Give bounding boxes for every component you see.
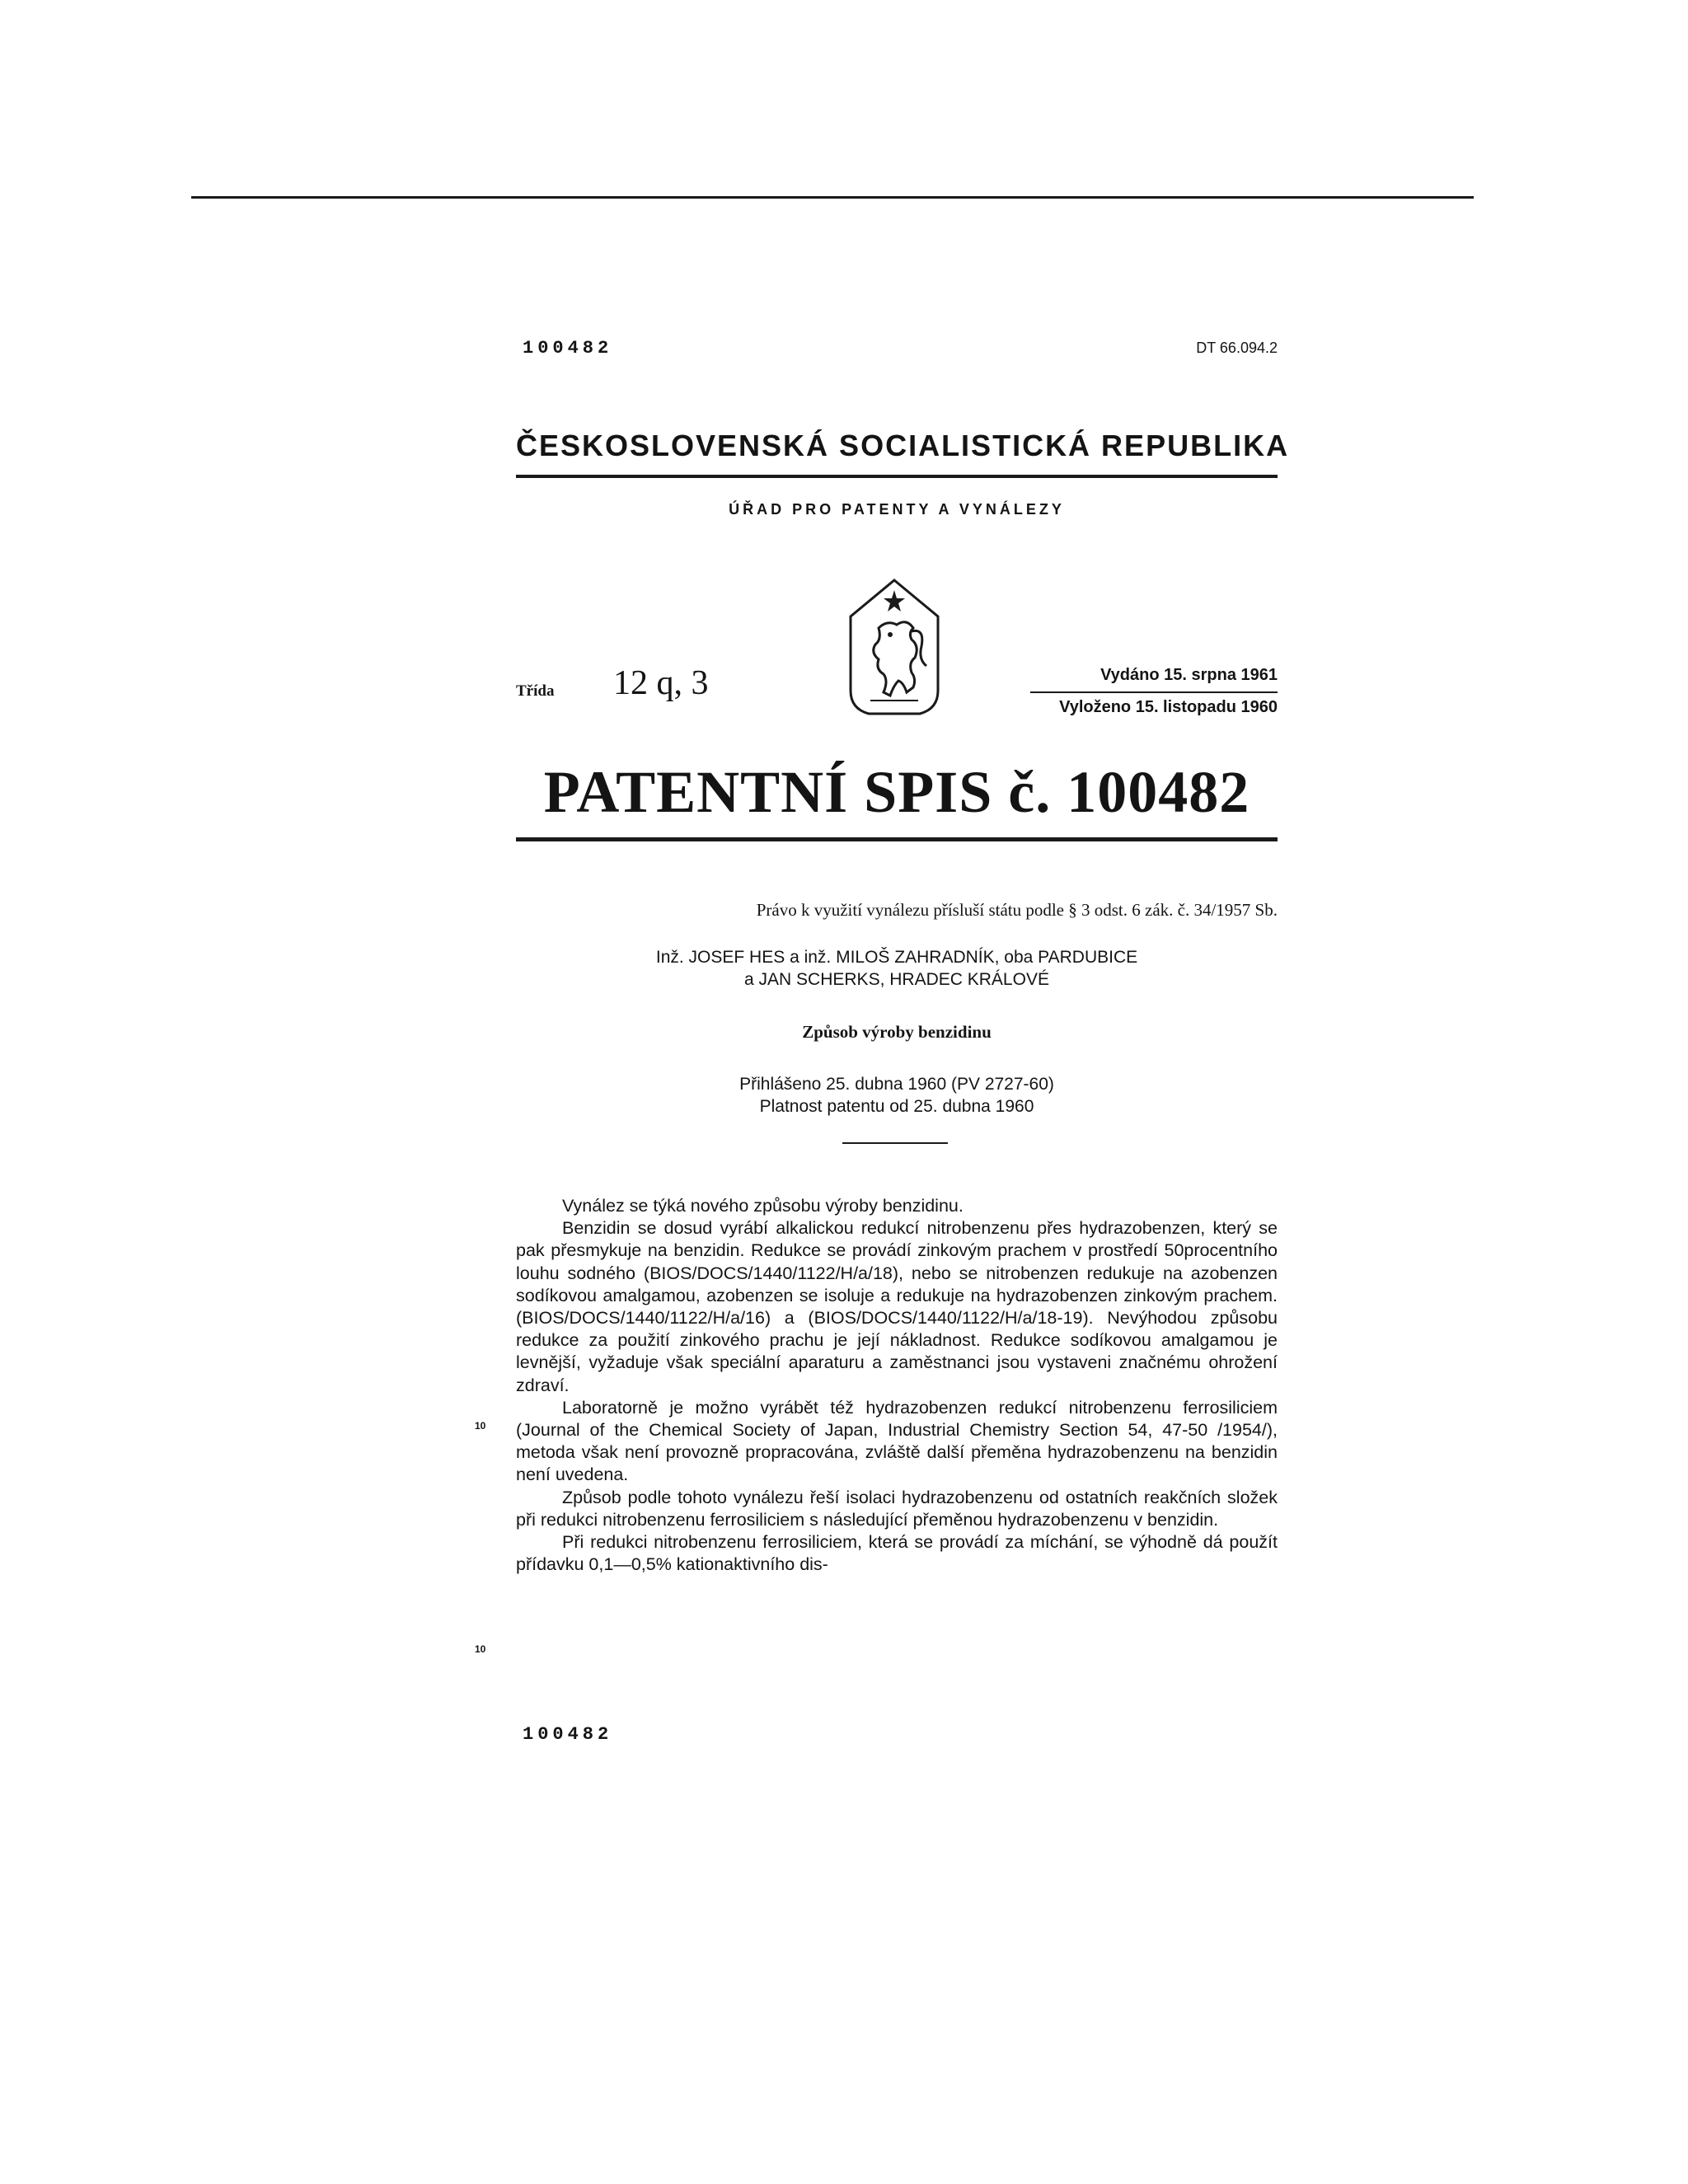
body-paragraph: Způsob podle tohoto vynálezu řeší isolaci hydrazobenzenu od ostatních reakčních složek při redukci nitrobenzenu ferrosiliciem s následující přeměnou hydrazobenzenu v benzidin. bbox=[516, 1487, 1278, 1530]
body-paragraph: Při redukci nitrobenzenu ferrosiliciem, která se provádí za míchání, se výhodně dá použít přídavku 0,1—0,5% kationaktivního dis- bbox=[516, 1532, 1278, 1575]
margin-line-number: 10 bbox=[475, 1643, 486, 1655]
invention-title: Způsob výroby benzidinu bbox=[802, 1022, 992, 1042]
margin-line-number: 10 bbox=[475, 1420, 486, 1432]
class-label: Třída bbox=[516, 682, 555, 700]
patent-title: PATENTNÍ SPIS č. 100482 bbox=[543, 759, 1250, 825]
page-top-rule bbox=[191, 196, 1474, 199]
patent-page bbox=[475, 313, 1290, 1797]
patent-body-text bbox=[516, 1195, 1278, 1576]
body-paragraph: Benzidin se dosud vyrábí alkalickou redukcí nitrobenzenu přes hydrazobenzen, který se pak přesmykuje na benzidin. Redukce se provádí zinkovým prachem v prostředí 50procentního louhu sodného (BIOS/DOCS/1440/1122/H/a/18), nebo se nitrobenzen redukuje na azobenzen sodíkovou amalgamou, azobenzen se isoluje a redukuje na hydrazobenzen zinkovým prachem. (BIOS/DOCS/1440/1122/H/a/16) a (BIOS/DOCS/1440/1122/H/a/18-19). Nevýhodou způsobu redukce za použití zinkového prachu je její nákladnost. Redukce sodíkovou amalgamou je levnější, vyžaduje však speciální aparaturu a zaměstnanci jsou vystaveni značnému ohrožení zdraví. bbox=[516, 1218, 1278, 1395]
issued-date: Vydáno 15. srpna 1961 bbox=[1030, 666, 1278, 693]
filing-line: Přihlášeno 25. dubna 1960 (PV 2727-60) bbox=[739, 1075, 1054, 1094]
laid-open-date: Vyloženo 15. listopadu 1960 bbox=[1059, 698, 1278, 716]
patent-office-name: ÚŘAD PRO PATENTY A VYNÁLEZY bbox=[729, 501, 1065, 518]
inventor-line: Inž. JOSEF HES a inž. MILOŠ ZAHRADNÍK, oba PARDUBICE bbox=[655, 948, 1138, 967]
body-paragraph: Vynález se týká nového způsobu výroby benzidinu. bbox=[562, 1196, 964, 1216]
rights-notice: Právo k využití vynálezu přísluší státu podle § 3 odst. 6 zák. č. 34/1957 Sb. bbox=[756, 900, 1278, 920]
republic-heading: ČESKOSLOVENSKÁ SOCIALISTICKÁ REPUBLIKA bbox=[516, 429, 1290, 462]
class-value: 12 q, 3 bbox=[613, 664, 709, 702]
filing-line: Platnost patentu od 25. dubna 1960 bbox=[759, 1097, 1034, 1116]
document-number-bottom: 100482 bbox=[523, 1724, 613, 1745]
state-emblem-icon bbox=[846, 577, 943, 719]
document-number-top: 100482 bbox=[523, 338, 613, 359]
dt-classification-code: DT 66.094.2 bbox=[1196, 340, 1278, 356]
title-rule bbox=[516, 837, 1278, 841]
publication-dates bbox=[1030, 666, 1278, 717]
inventor-line: a JAN SCHERKS, HRADEC KRÁLOVÉ bbox=[744, 970, 1049, 989]
body-paragraph: Laboratorně je možno vyrábět též hydrazobenzen redukcí nitrobenzenu ferrosiliciem (Journal of the Chemical Society of Japan, Industrial Chemistry Section 54, 47-50 /1954/), metoda však není provozně propracována, zvláště další přeměna hydrazobenzenu na benzidin není uvedena. bbox=[516, 1397, 1278, 1485]
section-divider bbox=[842, 1142, 948, 1144]
republic-rule bbox=[516, 475, 1278, 478]
